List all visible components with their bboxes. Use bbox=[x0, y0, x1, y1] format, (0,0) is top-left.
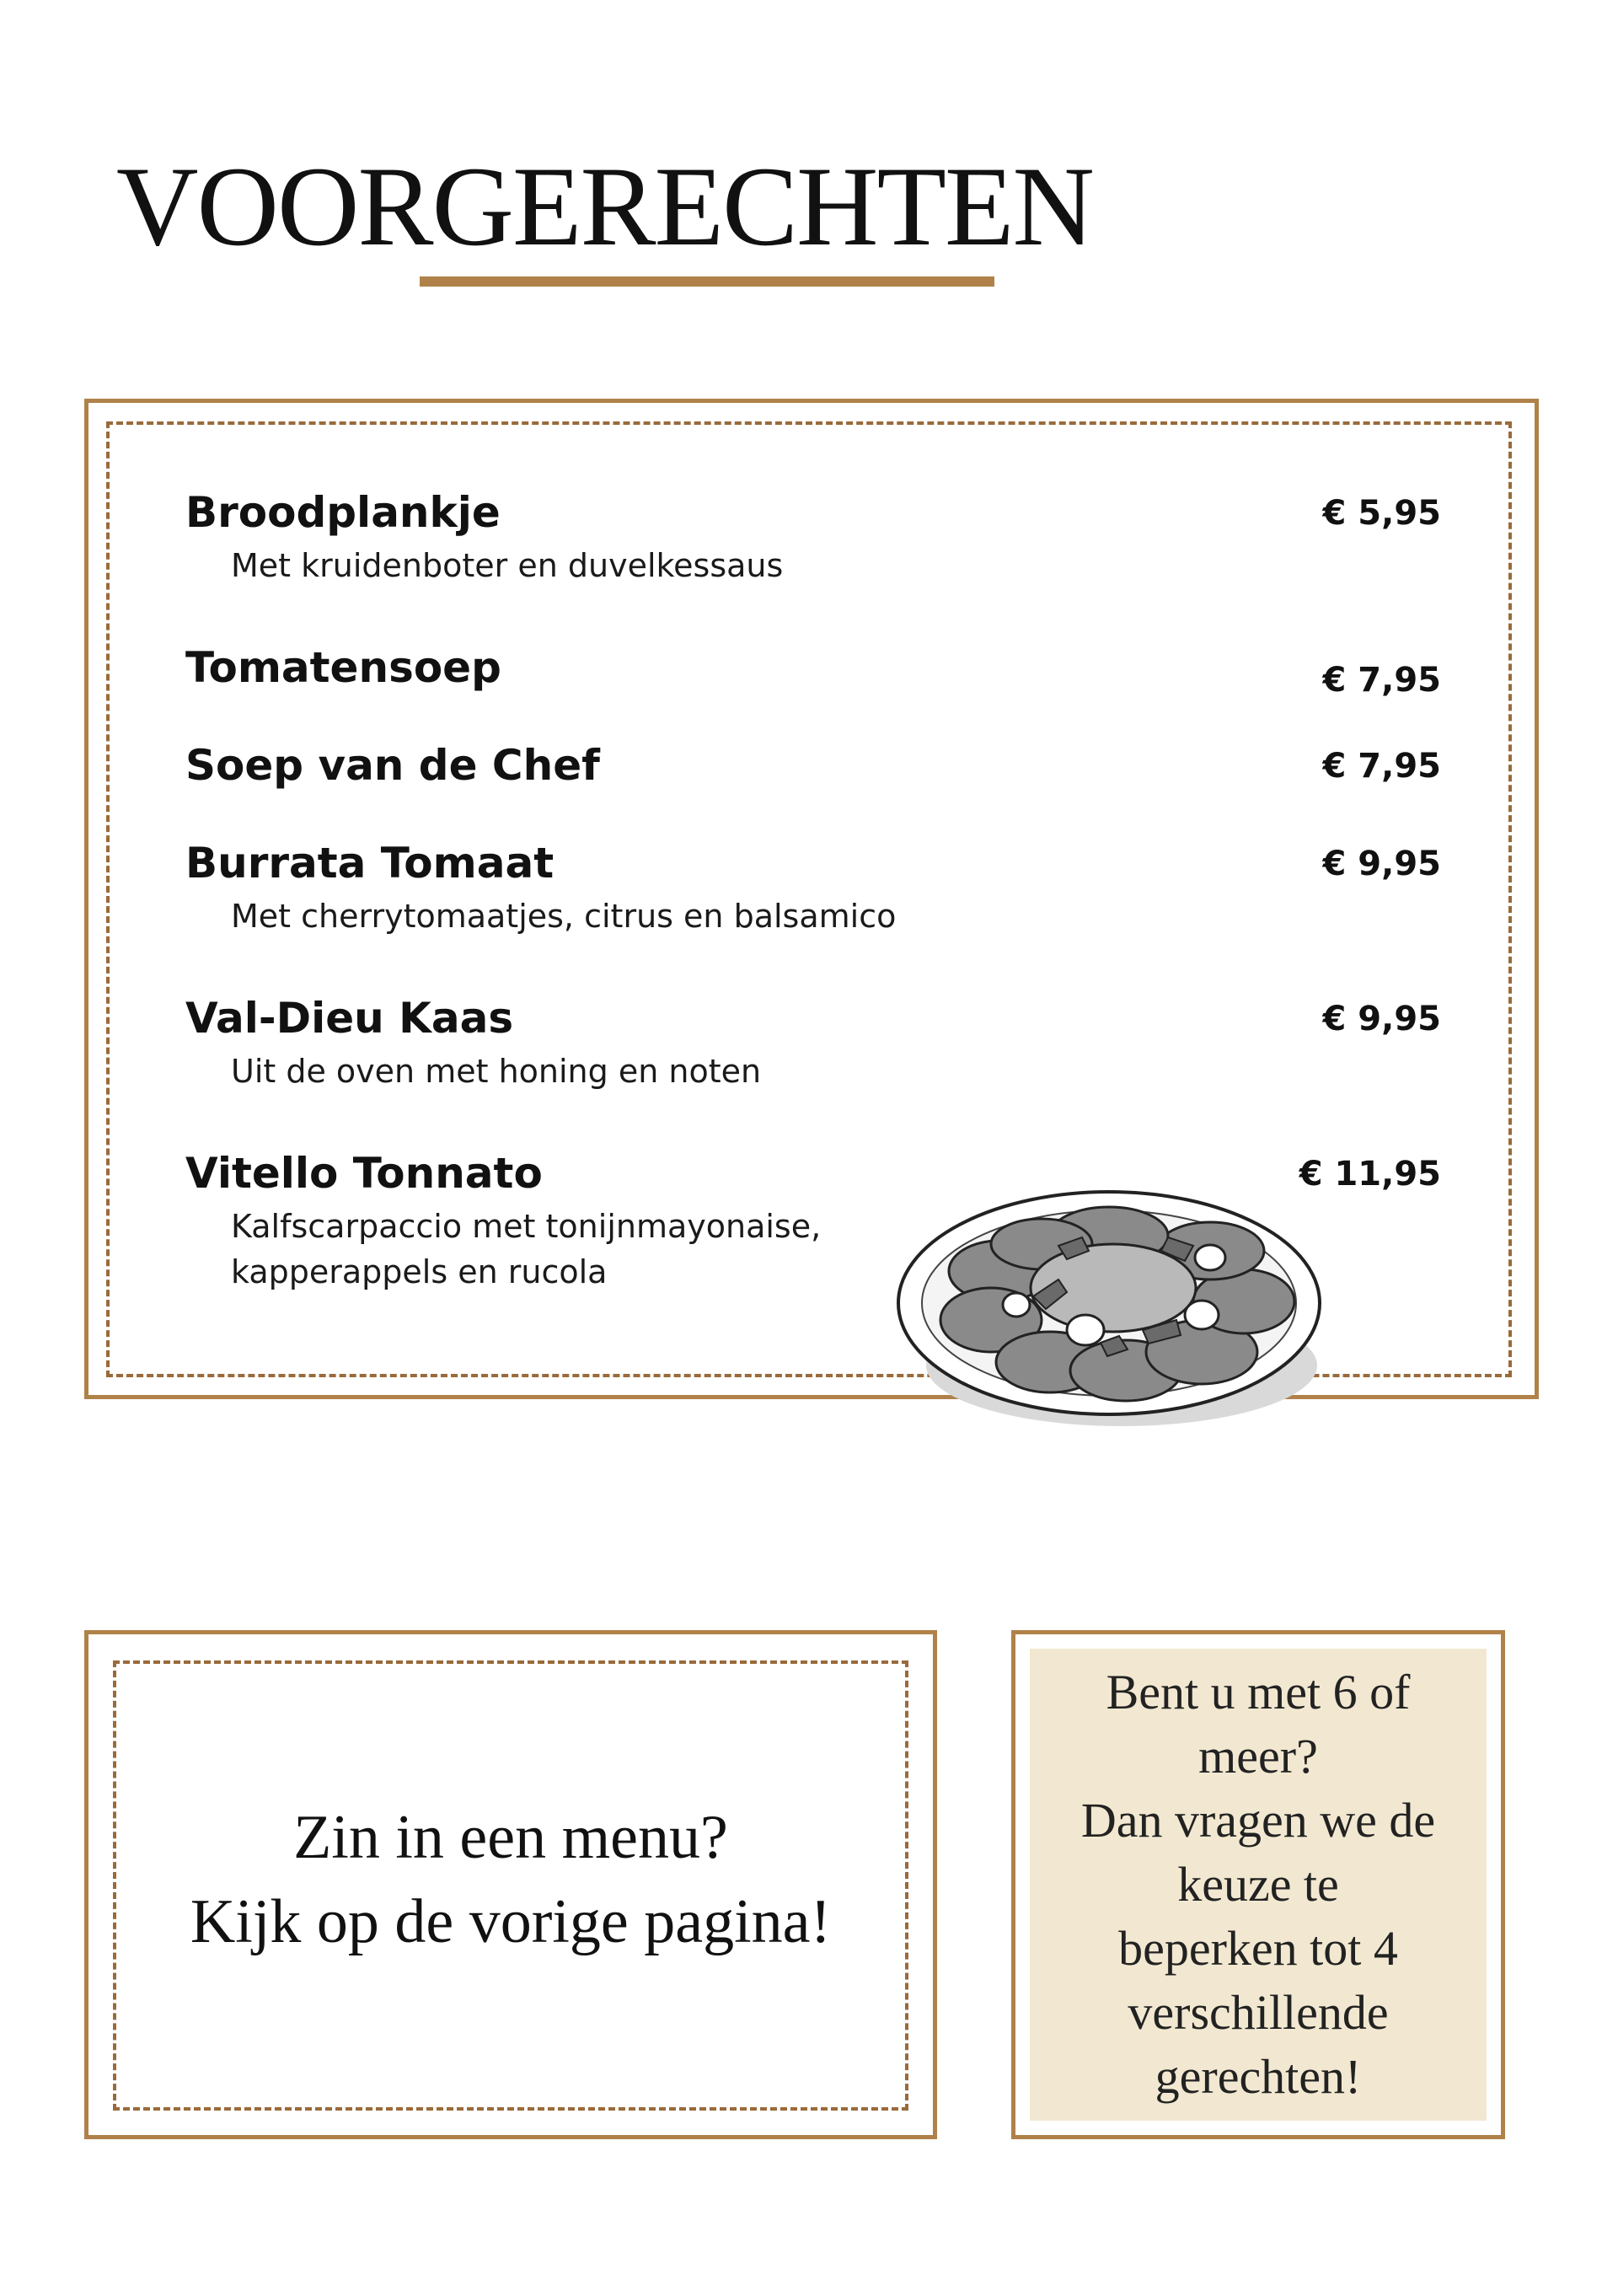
menu-item-name: Val-Dieu Kaas bbox=[185, 994, 514, 1043]
menu-item-name: Vitello Tonnato bbox=[185, 1149, 543, 1198]
group-note-line: keuze te bbox=[1177, 1857, 1339, 1912]
group-note-line: Bent u met 6 of bbox=[1106, 1665, 1411, 1719]
menu-item-price: € 9,95 bbox=[1322, 1000, 1441, 1038]
menu-note-line: Zin in een menu? bbox=[293, 1803, 728, 1872]
menu-item-description: Met cherrytomaatjes, citrus en balsamico bbox=[231, 898, 897, 935]
menu-item-val-dieu-kaas bbox=[185, 993, 1441, 1094]
group-note bbox=[1030, 1660, 1487, 2109]
menu-item-tomatensoep bbox=[185, 642, 1441, 700]
menu-item-price: € 7,95 bbox=[1322, 661, 1441, 700]
menu-item-broodplankje bbox=[185, 487, 1441, 588]
menu-item-price: € 9,95 bbox=[1322, 845, 1441, 883]
menu-note-line: Kijk op de vorige pagina! bbox=[190, 1887, 832, 1956]
group-note-line: Dan vragen we de bbox=[1080, 1793, 1436, 1848]
title-underline bbox=[420, 276, 994, 287]
menu-note bbox=[113, 1795, 908, 1964]
menu-item-soep-van-de-chef bbox=[185, 740, 1441, 791]
page-title: VOORGERECHTEN bbox=[116, 144, 1093, 270]
menu-item-name: Broodplankje bbox=[185, 488, 501, 537]
menu-item-name: Soep van de Chef bbox=[185, 741, 600, 790]
menu-item-price: € 5,95 bbox=[1322, 494, 1441, 533]
carpaccio-plate-icon bbox=[890, 1170, 1328, 1448]
group-note-line: gerechten! bbox=[1155, 2049, 1362, 2104]
menu-item-description: Met kruidenboter en duvelkessaus bbox=[231, 547, 784, 584]
group-note-line: meer? bbox=[1198, 1729, 1318, 1784]
menu-item-description: Kalfscarpaccio met tonijnmayonaise, kapperappels en rucola bbox=[231, 1208, 822, 1290]
group-note-line: beperken tot 4 bbox=[1118, 1921, 1398, 1976]
menu-item-name: Burrata Tomaat bbox=[185, 839, 555, 888]
menu-item-burrata-tomaat bbox=[185, 838, 1441, 939]
group-note-line: verschillende bbox=[1128, 1985, 1389, 2040]
menu-item-description: Uit de oven met honing en noten bbox=[231, 1053, 762, 1090]
menu-item-price: € 11,95 bbox=[1299, 1155, 1441, 1194]
menu-item-name: Tomatensoep bbox=[185, 643, 501, 692]
menu-item-price: € 7,95 bbox=[1322, 747, 1441, 786]
